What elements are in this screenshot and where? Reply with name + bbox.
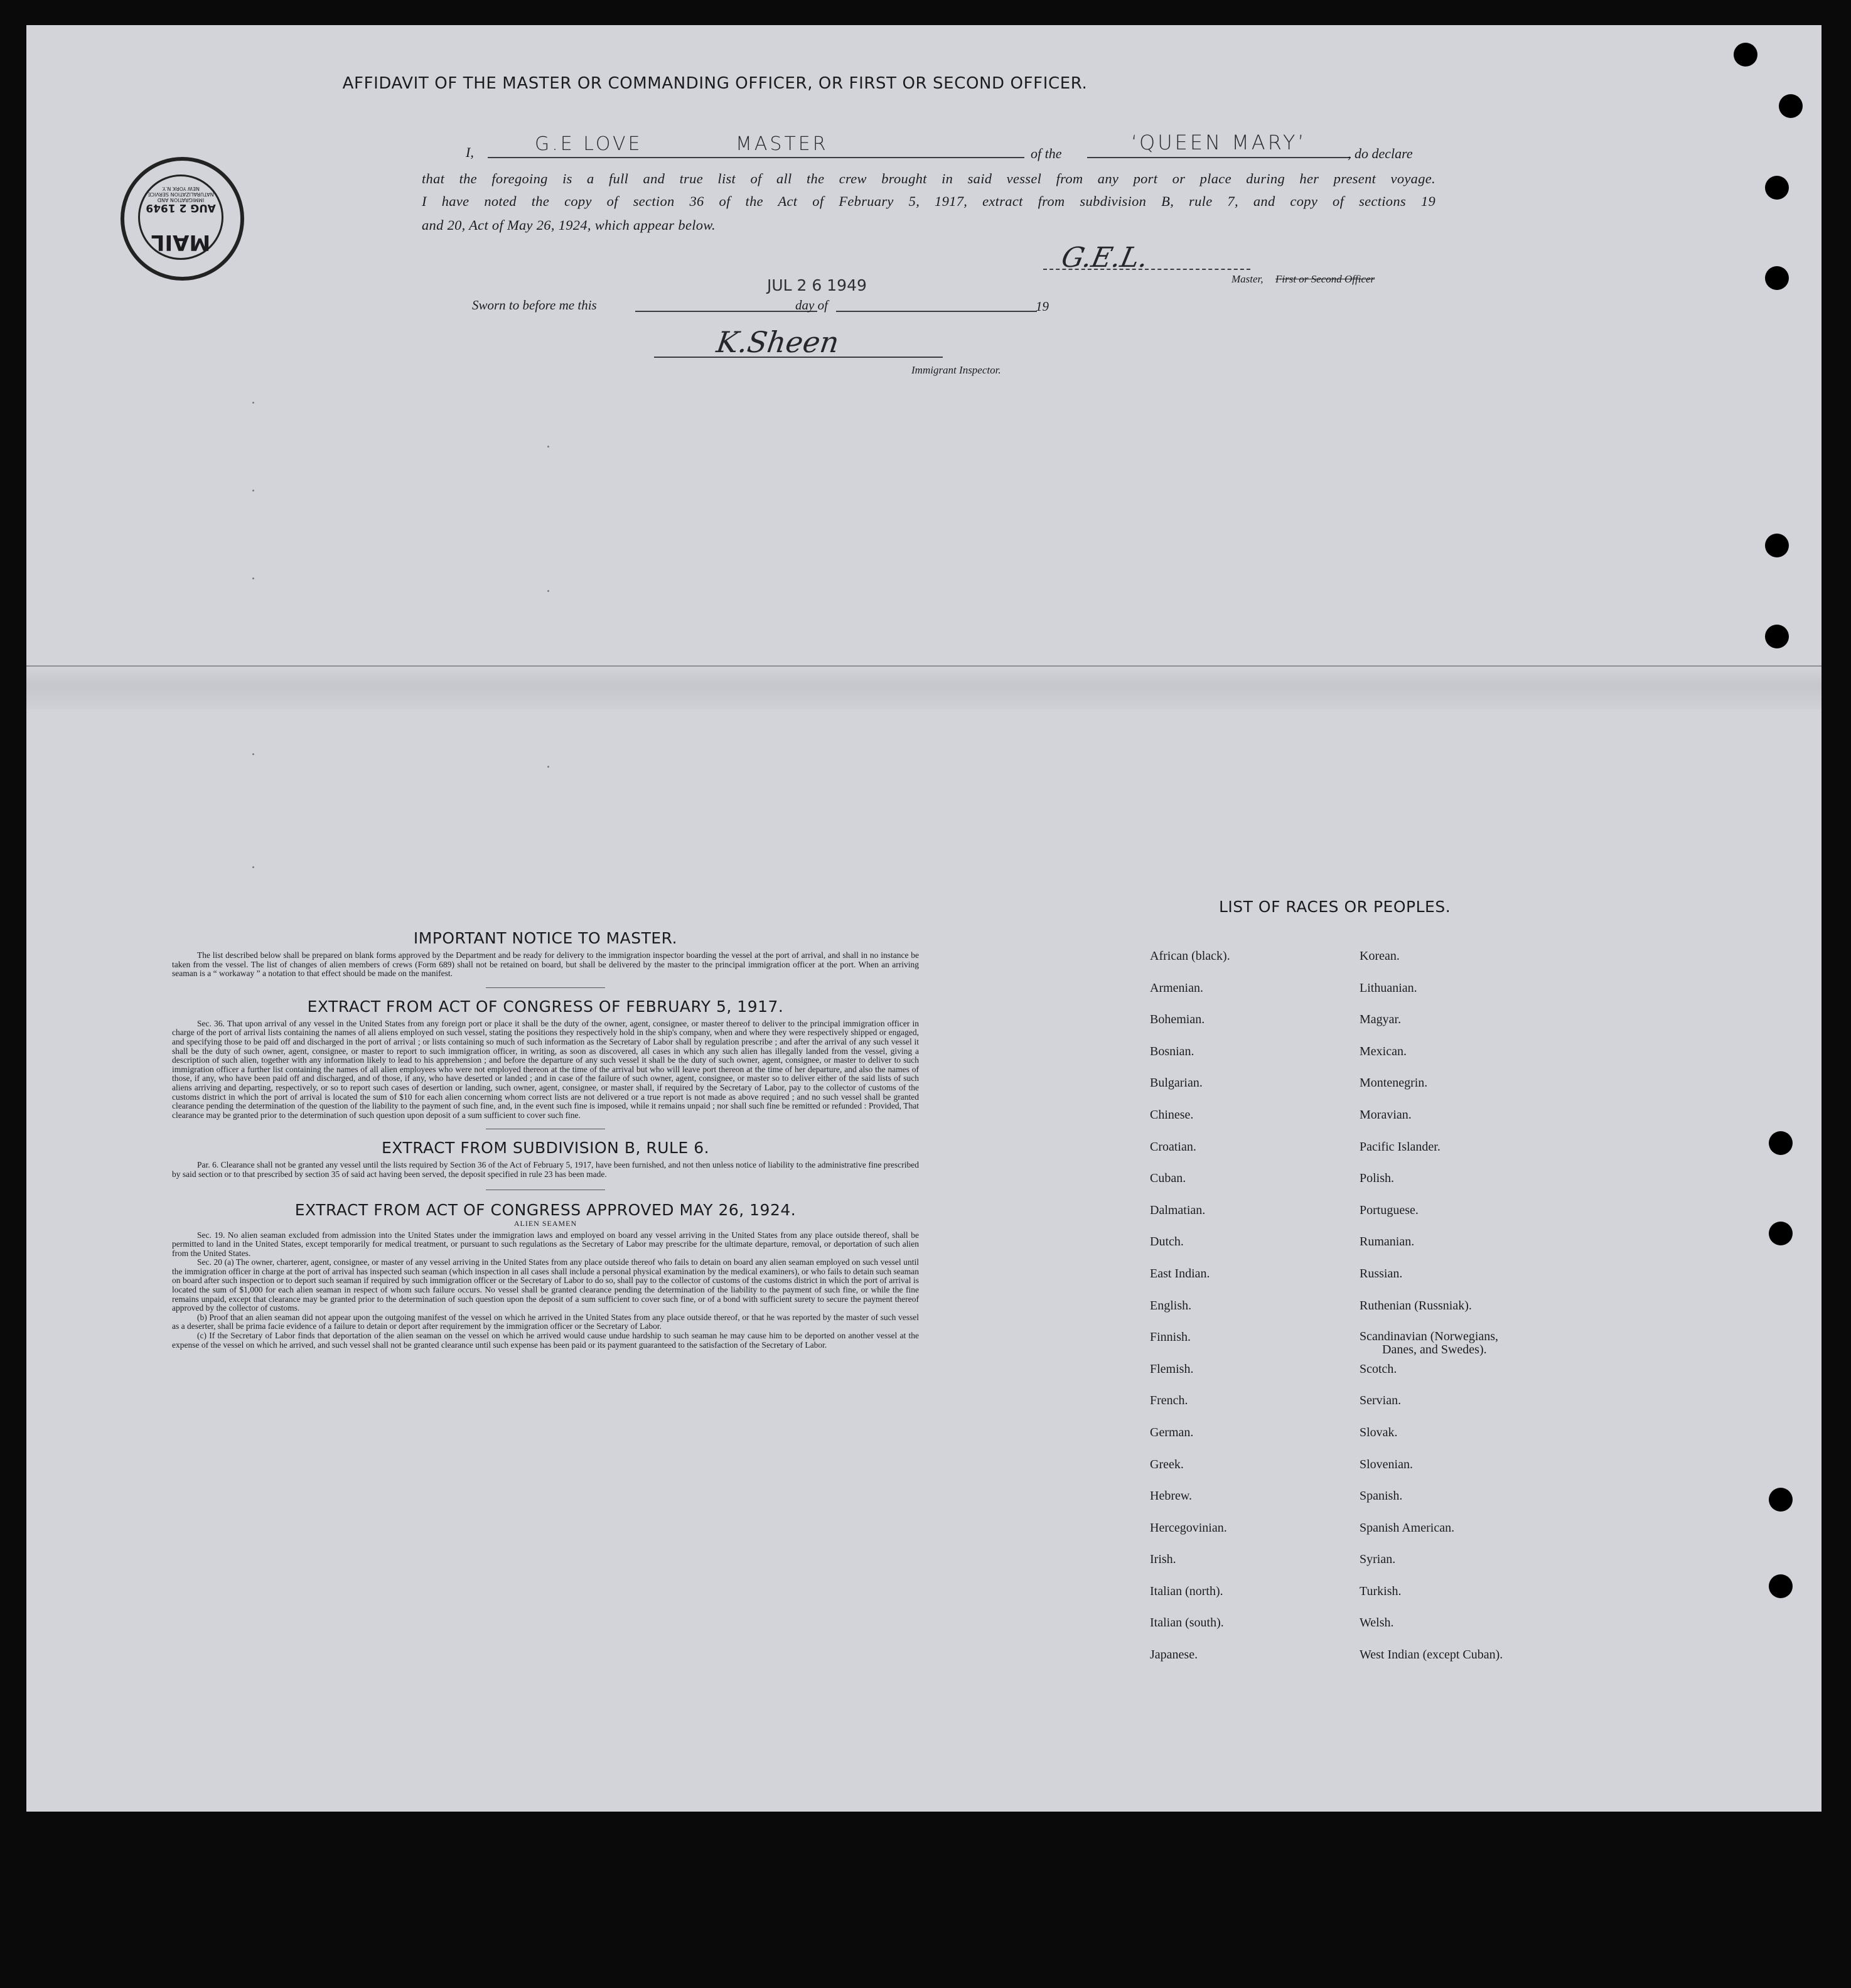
year-prefix: 19	[1036, 299, 1049, 314]
name-underline	[488, 157, 1024, 158]
affidavit-line-1: that the foregoing is a full and true list of all the crew brought in said vessel from any port or place during her present voyage.	[422, 171, 1435, 186]
race-item: Bulgarian.	[1150, 1076, 1203, 1090]
race-item-line: Danes, and Swedes).	[1382, 1343, 1487, 1357]
print-dot	[252, 753, 254, 755]
race-item: Flemish.	[1150, 1362, 1194, 1376]
vessel-underline	[1087, 157, 1351, 158]
race-item: Slovenian.	[1360, 1457, 1413, 1471]
race-item: Japanese.	[1150, 1648, 1198, 1662]
race-item-line: Scandinavian (Norwegians,	[1360, 1330, 1499, 1344]
inspector-line	[654, 357, 943, 358]
inspector-signature: K.Sheen	[714, 325, 841, 359]
race-item: Ruthenian (Russniak).	[1360, 1298, 1472, 1313]
race-item: Chinese.	[1150, 1107, 1194, 1122]
race-item: Dutch.	[1150, 1235, 1184, 1249]
punch-hole	[1769, 1131, 1793, 1155]
inspector-label: Immigrant Inspector.	[911, 364, 1001, 376]
master-signature: G.E.L.	[1058, 242, 1152, 274]
notice-title: IMPORTANT NOTICE TO MASTER.	[413, 929, 678, 947]
punch-hole	[1765, 625, 1789, 648]
print-dot	[252, 490, 254, 492]
race-item	[1360, 1330, 1611, 1362]
race-item: Cuban.	[1150, 1171, 1186, 1186]
punch-hole	[1769, 1574, 1793, 1598]
extract-1917-body: Sec. 36. That upon arrival of any vessel in the United States from any foreign port or place it shall be the duty of the owner, agent, consignee, or master thereof to deliver to the principal immigration officer in charge of the port of arrival lists containing the names of all aliens employed on such vessel, stating the positions they respectively hold in the ship's company, when and where they were respectively shipped or engaged, and specifying those to be paid off and discharged in the port of arrival ; or lists containing so much of such information as the Secretary of Labor shall by regulation prescribe ; and after the arrival of any such vessel it shall be the duty of such owner, agent, consignee, or master to report to such immigration officer, in writing, as soon as discovered, all cases in which any such alien has illegally landed from the vessel, giving a description of such alien, together with any information likely to lead to his apprehension ; and before the departure of any such vessel it shall be the duty of such owner, agent, consignee, or master to deliver to such immigration officer a further list containing the names of all alien employees who were not employed thereon at the time of the arrival but who will leave port thereon at the time of her departure, and also the names of those, if any, who have been paid off and discharged, and of those, if any, who have deserted or landed ; and in case of the failure of such owner, agent, consignee, or master so to deliver either of the said lists of such aliens arriving and departing, respectively, or so to report such cases of desertion or landing, such owner, agent, consignee, or master shall, if required by the Secretary of Labor, pay to the collector of customs of the customs district in which the port of arrival is located the sum of $10 for each alien concerning whom correct lists are not delivered or a true report is not made as above required ; and no such vessel shall be granted clearance pending the determination of the question of the liability to the payment of such fine, and, in the event such fine is imposed, while it remains unpaid ; nor shall such fine be remitted or refunded : Provided, That clearance may be granted prior to the determination of such question upon deposit of a sum sufficient to cover such fine.	[172, 1018, 919, 1120]
print-dot	[547, 446, 549, 448]
race-item: Montenegrin.	[1360, 1076, 1428, 1090]
race-item: English.	[1150, 1298, 1192, 1313]
rule-6-title: EXTRACT FROM SUBDIVISION B, RULE 6.	[381, 1139, 710, 1158]
punch-hole	[1765, 534, 1789, 557]
fold-crease	[26, 665, 1821, 709]
race-item: Bosnian.	[1150, 1044, 1194, 1058]
signature-line	[1043, 269, 1250, 270]
of-the-text: of the	[1031, 146, 1062, 161]
punch-hole	[1734, 43, 1757, 67]
do-declare-text: , do declare	[1348, 146, 1413, 161]
races-title: LIST OF RACES OR PEOPLES.	[1219, 898, 1451, 916]
race-item: Syrian.	[1360, 1552, 1396, 1567]
sec-19-body: Sec. 19. No alien seaman excluded from admission into the United States under the immigration laws and employed on board any vessel arriving in the United States from any place outside thereof, shall be permitted to land in the United States, except temporarily for medical treatment, or pursuant to such regulations as the Secretary of Labor may prescribe for the ultimate departure, removal, or deportation of such alien from the United States.	[172, 1230, 919, 1258]
race-item: Finnish.	[1150, 1330, 1191, 1345]
race-item: Hebrew.	[1150, 1489, 1193, 1503]
punch-hole	[1765, 176, 1789, 200]
extract-1924-title: EXTRACT FROM ACT OF CONGRESS APPROVED MAY 26, 1924.	[294, 1200, 797, 1219]
race-item: Korean.	[1360, 949, 1400, 963]
race-item: Dalmatian.	[1150, 1203, 1206, 1217]
race-item: Croatian.	[1150, 1139, 1196, 1154]
print-dot	[547, 590, 549, 592]
race-item: Bohemian.	[1150, 1013, 1205, 1027]
race-item: Mexican.	[1360, 1044, 1407, 1058]
extract-1917-title: EXTRACT FROM ACT OF CONGRESS OF FEBRUARY 5, 1917.	[307, 997, 784, 1016]
race-item: Servian.	[1360, 1394, 1402, 1408]
sec-20c-body: (c) If the Secretary of Labor finds that deportation of the alien seaman on the vessel on which he arrived would cause undue hardship to such seaman he may cause him to be deported on another vessel at the expense of the vessel on which he arrived, and such vessel shall not be granted clearance until such expense has been paid or its payment guaranteed to the satisfaction of the Secretary of Labor.	[172, 1331, 919, 1350]
race-item: Russian.	[1360, 1266, 1403, 1281]
stamp-date: AUG 2 1949	[146, 201, 216, 214]
race-item: Italian (north).	[1150, 1584, 1223, 1598]
punch-hole	[1779, 94, 1803, 118]
race-item: Portuguese.	[1360, 1203, 1419, 1217]
race-item: Moravian.	[1360, 1107, 1412, 1122]
vessel-name-handwritten: ‘QUEEN MARY’	[1131, 131, 1307, 154]
stamp-inner-text: IMMIGRATION AND NATURALIZATION SERVICE NEW YORK N.Y.	[148, 186, 214, 203]
print-dot	[252, 402, 254, 404]
master-title-handwritten: MASTER	[736, 133, 829, 155]
race-item: Lithuanian.	[1360, 981, 1417, 995]
affidavit-i: I,	[466, 144, 474, 160]
race-item: Slovak.	[1360, 1425, 1398, 1439]
month-underline	[836, 311, 1037, 312]
print-dot	[252, 866, 254, 868]
date-stamp: JUL 2 6 1949	[767, 276, 867, 294]
race-item: West Indian (except Cuban).	[1360, 1648, 1503, 1662]
races-left-column	[1150, 949, 1275, 1680]
races-right-column	[1360, 949, 1611, 1680]
sworn-text: Sworn to before me this	[472, 298, 597, 313]
race-item: East Indian.	[1150, 1266, 1210, 1281]
race-item: Turkish.	[1360, 1584, 1402, 1598]
day-underline	[635, 311, 817, 312]
master-name-handwritten: G.E LOVE	[535, 133, 643, 155]
fold-line	[26, 665, 1821, 667]
document-page	[26, 25, 1821, 1812]
notice-body: The list described below shall be prepared on blank forms approved by the Department and be ready for delivery to the immigration inspector boarding the vessel at the port of arrival, and shall in no instance be taken from the vessel. The list of changes of alien members of crews (Form 689) shall not be retained on board, but shall be delivered by the master to the principal immigration officer at the port. When an arriving seaman is a “ workaway ” a notation to that effect should be made on the manifest.	[172, 950, 919, 979]
sec-20a-body: Sec. 20 (a) The owner, charterer, agent, consignee, or master of any vessel arriving in the United States from any place outside thereof who fails to detain on board any alien seaman employed on such vessel until the immigration officer in charge at the port of arrival has inspected such seaman (which inspection in all cases shall include a personal physical examination by the medical examiners), or who fails to detain such seaman on board after such inspection or to deport such seaman if required by such immigration officer or the Secretary of Labor to do so, shall pay to the collector of customs of the customs district in which the port of arrival is located the sum of $1,000 for each alien seaman in respect of whom such failure occurs. No vessel shall be granted clearance pending the determination of the liability to the payment of such fine, or while the fine remains unpaid, except that clearance may be granted prior to the determination of such question upon the deposit of a sum sufficient to cover such fine, or of a bond with sufficient surety to secure the payment thereof approved by the collector of customs.	[172, 1257, 919, 1313]
race-item: Irish.	[1150, 1552, 1176, 1567]
print-dot	[252, 578, 254, 579]
race-item: Greek.	[1150, 1457, 1184, 1471]
race-item: Magyar.	[1360, 1013, 1402, 1027]
mail-stamp	[121, 157, 244, 281]
race-item: Spanish American.	[1360, 1520, 1455, 1535]
affidavit-line-2: I have noted the copy of section 36 of the Act of February 5, 1917, extract from subdivision B, rule 7, and copy of sections 19	[422, 193, 1435, 209]
race-item: Polish.	[1360, 1171, 1395, 1186]
race-item: French.	[1150, 1394, 1188, 1408]
race-item: Scotch.	[1360, 1362, 1397, 1376]
race-item: Armenian.	[1150, 981, 1203, 995]
stamp-mail-text: MAIL	[151, 230, 211, 255]
race-item: Hercegovinian.	[1150, 1520, 1227, 1535]
print-dot	[547, 766, 549, 768]
race-item: Rumanian.	[1360, 1235, 1415, 1249]
affidavit-title: AFFIDAVIT OF THE MASTER OR COMMANDING OFFICER, OR FIRST OR SECOND OFFICER.	[342, 74, 1088, 93]
race-item: Italian (south).	[1150, 1616, 1224, 1630]
alien-seamen-subtitle: ALIEN SEAMEN	[513, 1218, 577, 1228]
punch-hole	[1765, 266, 1789, 290]
punch-hole	[1769, 1222, 1793, 1245]
struck-officer-label: First or Second Officer	[1275, 273, 1375, 285]
affidavit-line-3: and 20, Act of May 26, 1924, which appear below.	[422, 217, 716, 233]
race-item: Welsh.	[1360, 1616, 1394, 1630]
punch-hole	[1769, 1488, 1793, 1512]
race-item: Pacific Islander.	[1360, 1139, 1441, 1154]
rule-6-body: Par. 6. Clearance shall not be granted any vessel until the lists required by Section 36 of the Act of February 5, 1917, have been furnished, and not then unless notice of liability to the administrative fine prescribed by said section or to that prescribed by section 35 of said act having been served, the deposit specified in rule 23 has been made.	[172, 1160, 919, 1179]
master-label: Master,	[1231, 273, 1264, 285]
divider	[486, 987, 605, 988]
race-item: German.	[1150, 1425, 1194, 1439]
race-item: African (black).	[1150, 949, 1230, 963]
race-item: Spanish.	[1360, 1489, 1403, 1503]
notices-column	[172, 929, 919, 1350]
day-of-text: day of	[795, 298, 828, 313]
sec-20b-body: (b) Proof that an alien seaman did not appear upon the outgoing manifest of the vessel on which he arrived in the United States from any place outside thereof, or that he was reported by the master of such vessel as a deserter, shall be prima facie evidence of a failure to detain or deport after requirement by the immigration officer or the Secretary of Labor.	[172, 1312, 919, 1331]
